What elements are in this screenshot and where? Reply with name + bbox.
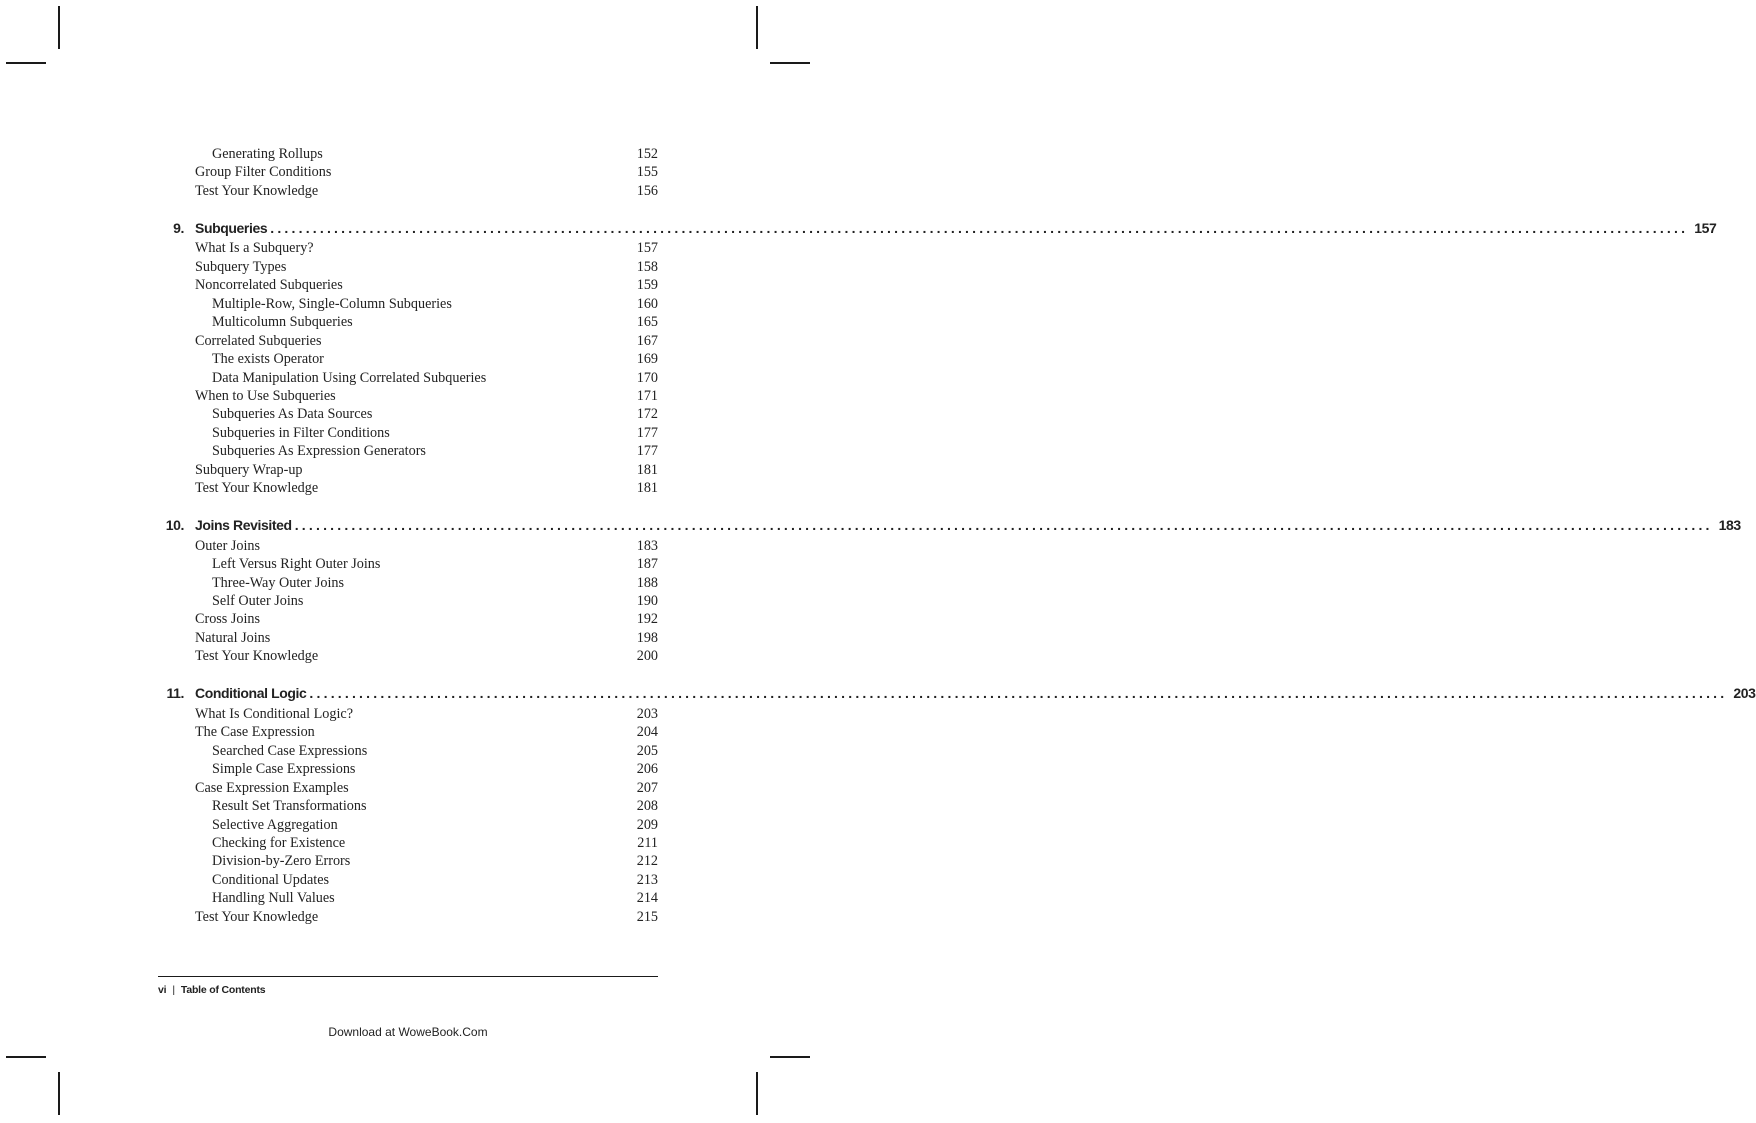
- toc-subsection-entry[interactable]: [158, 295, 658, 313]
- toc-entry-page-number: 207: [636, 779, 658, 796]
- toc-entry-title: What Is a Subquery?: [195, 240, 314, 257]
- toc-entry-title: Subquery Wrap-up: [195, 461, 303, 478]
- toc-entry-title: Test Your Knowledge: [195, 908, 319, 925]
- crop-mark-bottom-right-horizontal: [770, 1056, 810, 1058]
- toc-subsection-entry[interactable]: [158, 555, 658, 573]
- toc-section-entry[interactable]: [158, 258, 658, 276]
- toc-entry-page-number: 200: [636, 648, 658, 665]
- toc-entry-page-number: 155: [636, 164, 658, 181]
- download-watermark: Download at WoweBook.Com: [328, 1025, 488, 1039]
- toc-subsection-entry[interactable]: [158, 852, 658, 870]
- toc-section-entry[interactable]: [158, 705, 658, 723]
- toc-entry-title: Multiple-Row, Single-Column Subqueries: [212, 295, 452, 312]
- crop-mark-bottom-right-vertical: [756, 1072, 758, 1115]
- toc-entry-page-number: 181: [636, 480, 658, 497]
- toc-subsection-entry[interactable]: [158, 574, 658, 592]
- toc-entry-page-number: 159: [636, 277, 658, 294]
- footer-section-title: Table of Contents: [180, 984, 266, 996]
- toc-subsection-entry[interactable]: [158, 145, 658, 163]
- toc-entry-title: Case Expression Examples: [195, 779, 349, 796]
- toc-subsection-entry[interactable]: [158, 442, 658, 460]
- page-footer: [158, 982, 265, 998]
- toc-entry-title: Subqueries in Filter Conditions: [212, 424, 390, 441]
- chapter-page-number: 157: [1694, 219, 1717, 236]
- toc-section-entry[interactable]: [158, 479, 658, 497]
- toc-entry-title: The exists Operator: [212, 351, 324, 368]
- chapter-title: Conditional Logic: [195, 685, 307, 702]
- toc-entry-title: Conditional Updates: [212, 871, 330, 888]
- toc-entry-page-number: 209: [636, 816, 658, 833]
- toc-entry-title: Subqueries As Expression Generators: [212, 443, 426, 460]
- toc-entry-page-number: 214: [636, 890, 658, 907]
- toc-section-entry[interactable]: [158, 537, 658, 555]
- footer-page-number: vi: [158, 984, 167, 996]
- chapter-title: Subqueries: [195, 219, 268, 236]
- toc-entry-page-number: 171: [636, 387, 658, 404]
- toc-entry-title: Checking for Existence: [212, 834, 346, 851]
- toc-subsection-entry[interactable]: [158, 424, 658, 442]
- toc-entry-title: Simple Case Expressions: [212, 761, 356, 778]
- toc-entry-title: Test Your Knowledge: [195, 182, 319, 199]
- toc-entry-title: Left Versus Right Outer Joins: [212, 556, 381, 573]
- toc-section-entry[interactable]: [158, 647, 658, 665]
- toc-entry-page-number: 177: [636, 443, 658, 460]
- toc-section-entry[interactable]: [158, 239, 658, 257]
- toc-entry-page-number: 213: [636, 871, 658, 888]
- toc-entry-title: Test Your Knowledge: [195, 648, 319, 665]
- toc-entry-page-number: 190: [636, 593, 658, 609]
- crop-mark-bottom-left-horizontal: [6, 1056, 46, 1058]
- toc-subsection-entry[interactable]: [158, 742, 658, 760]
- toc-section-entry[interactable]: [158, 182, 658, 200]
- toc-entry-title: Subquery Types: [195, 258, 287, 275]
- toc-entry-title: When to Use Subqueries: [195, 387, 336, 404]
- toc-entry-title: Three-Way Outer Joins: [212, 574, 345, 591]
- toc-subsection-entry[interactable]: [158, 797, 658, 815]
- toc-section-entry[interactable]: [158, 723, 658, 741]
- toc-entry-title: Natural Joins: [195, 629, 271, 646]
- toc-entry-page-number: 212: [636, 853, 658, 870]
- toc-entry-page-number: 170: [636, 369, 658, 386]
- toc-subsection-entry[interactable]: [158, 816, 658, 834]
- toc-entry-title: Group Filter Conditions: [195, 164, 332, 181]
- toc-entry-page-number: 156: [636, 182, 658, 199]
- footer-separator: |: [172, 984, 175, 996]
- toc-entry-page-number: 188: [636, 574, 658, 591]
- footer-rule: [158, 976, 658, 977]
- toc-entry-page-number: 167: [636, 332, 658, 349]
- toc-entry-title: Noncorrelated Subqueries: [195, 277, 343, 294]
- crop-mark-top-right-vertical: [756, 6, 758, 49]
- toc-section-entry[interactable]: [158, 779, 658, 797]
- toc-subsection-entry[interactable]: [158, 369, 658, 387]
- toc-subsection-entry[interactable]: [158, 350, 658, 368]
- toc-entry-title: Subqueries As Data Sources: [212, 406, 373, 423]
- toc-section-entry[interactable]: [158, 163, 658, 181]
- dot-leader: ........................................................................................................................................................................................................: [270, 219, 1689, 236]
- chapter-number: 11.: [166, 685, 184, 702]
- toc-subsection-entry[interactable]: [158, 405, 658, 423]
- toc-subsection-entry[interactable]: [158, 889, 658, 907]
- chapter-number: 10.: [165, 517, 184, 534]
- chapter-title: Joins Revisited: [195, 517, 292, 534]
- toc-entry-page-number: 169: [636, 351, 658, 368]
- toc-entry-page-number: 152: [636, 146, 658, 162]
- chapter-heading[interactable]: [158, 515, 1741, 535]
- toc-section-entry[interactable]: [158, 908, 658, 926]
- toc-subsection-entry[interactable]: [158, 760, 658, 778]
- toc-entry-page-number: 172: [636, 406, 658, 423]
- toc-entry-title: What Is Conditional Logic?: [195, 705, 353, 722]
- chapter-heading[interactable]: [158, 683, 1756, 703]
- toc-entry-title: Generating Rollups: [212, 146, 323, 162]
- toc-section-entry[interactable]: [158, 332, 658, 350]
- toc-subsection-entry[interactable]: [158, 592, 658, 610]
- toc-entry-title: Handling Null Values: [212, 890, 335, 907]
- chapter-number: 9.: [173, 219, 184, 236]
- toc-entry-page-number: 158: [636, 258, 658, 275]
- toc-entry-page-number: 203: [636, 705, 658, 722]
- toc-entry-page-number: 215: [636, 908, 658, 925]
- toc-section-entry[interactable]: [158, 461, 658, 479]
- toc-entry-page-number: 181: [636, 461, 658, 478]
- toc-entry-page-number: 206: [636, 761, 658, 778]
- toc-entry-page-number: 198: [636, 629, 658, 646]
- dot-leader: ........................................................................................................................................................................................................: [294, 517, 1713, 534]
- crop-mark-top-left-horizontal: [6, 62, 46, 64]
- toc-entry-title: Multicolumn Subqueries: [212, 314, 353, 331]
- toc-entry-title: Outer Joins: [195, 537, 261, 554]
- toc-entry-page-number: 165: [636, 314, 658, 331]
- toc-entry-page-number: 177: [636, 424, 658, 441]
- toc-entry-title: Division-by-Zero Errors: [212, 853, 351, 870]
- toc-entry-page-number: 205: [636, 742, 658, 759]
- toc-entry-title: Correlated Subqueries: [195, 332, 322, 349]
- toc-entry-title: Self Outer Joins: [212, 593, 304, 609]
- toc-entry-title: The Case Expression: [195, 724, 315, 741]
- toc-entry-page-number: 211: [637, 834, 658, 851]
- chapter-page-number: 203: [1733, 685, 1756, 702]
- toc-subsection-entry[interactable]: [158, 313, 658, 331]
- toc-subsection-entry[interactable]: [158, 834, 658, 852]
- toc-section-entry[interactable]: [158, 276, 658, 294]
- crop-mark-top-right-horizontal: [770, 62, 810, 64]
- toc-subsection-entry[interactable]: [158, 871, 658, 889]
- toc-entry-page-number: 183: [636, 537, 658, 554]
- toc-entry-title: Cross Joins: [195, 611, 261, 628]
- toc-entry-title: Selective Aggregation: [212, 816, 338, 833]
- toc-section-entry[interactable]: [158, 629, 658, 647]
- toc-entry-title: Data Manipulation Using Correlated Subqueries: [212, 369, 487, 386]
- toc-section-entry[interactable]: [158, 387, 658, 405]
- toc-entry-page-number: 157: [636, 240, 658, 257]
- toc-entry-title: Searched Case Expressions: [212, 742, 368, 759]
- crop-mark-top-left-vertical: [58, 6, 60, 49]
- toc-section-entry[interactable]: [158, 610, 658, 628]
- toc-entry-title: Result Set Transformations: [212, 798, 367, 815]
- dot-leader: ........................................................................................................................................................................................................: [309, 685, 1728, 702]
- toc-entry-title: Test Your Knowledge: [195, 480, 319, 497]
- toc-entry-page-number: 208: [636, 798, 658, 815]
- toc-entry-page-number: 204: [636, 724, 658, 741]
- chapter-page-number: 183: [1718, 517, 1741, 534]
- toc-entry-page-number: 192: [636, 611, 658, 628]
- crop-mark-bottom-left-vertical: [58, 1072, 60, 1115]
- toc-entry-page-number: 187: [636, 556, 658, 573]
- toc-entry-page-number: 160: [636, 295, 658, 312]
- chapter-heading[interactable]: [158, 218, 1717, 238]
